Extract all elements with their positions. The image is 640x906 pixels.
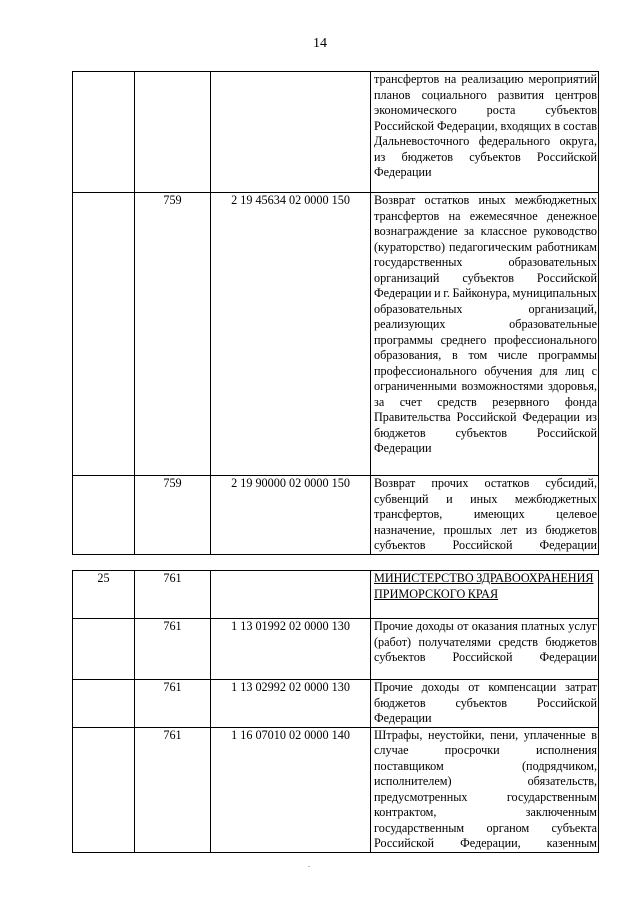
budget-code-cell xyxy=(211,571,371,619)
admin-code-cell: 761 xyxy=(135,619,211,680)
description-cell: Возврат прочих остатков субсидий, субвенций и иных межбюджетных трансфертов, имеющих целевое назначение, прошлых лет из бюджетов субъектов Российской Федерации xyxy=(371,476,599,555)
admin-code-cell: 761 xyxy=(135,571,211,619)
description-cell: Возврат остатков иных межбюджетных трансфертов на ежемесячное денежное вознаграждение за классное руководство (кураторство) педагогическим работникам государственных образовательных организаций субъектов Российской Федерации и г. Байконура, муниципальных образовательных организаций, реализующих образовательные программы среднего профессионального образования, в том числе программы профессионального обучения для лиц с ограниченными возможностями здоровья, за счет средств резервного фонда Правительства Российской Федерации из бюджетов субъектов Российской Федерации xyxy=(371,193,599,476)
scan-dot xyxy=(308,866,310,867)
table-row xyxy=(73,72,599,193)
table-row xyxy=(73,680,599,728)
table-row xyxy=(73,571,599,619)
page-number: 14 xyxy=(313,36,327,51)
admin-code-cell xyxy=(135,72,211,193)
row-number-cell xyxy=(73,727,135,852)
budget-code-cell: 1 16 07010 02 0000 140 xyxy=(211,727,371,852)
table-row xyxy=(73,193,599,476)
row-number-cell xyxy=(73,72,135,193)
ministry-heading-cell: МИНИСТЕРСТВО ЗДРАВООХРАНЕНИЯ ПРИМОРСКОГО КРАЯ xyxy=(371,571,599,619)
description-cell: Прочие доходы от компенсации затрат бюджетов субъектов Российской Федерации xyxy=(371,680,599,728)
row-number-cell xyxy=(73,193,135,476)
budget-code-cell: 2 19 90000 02 0000 150 xyxy=(211,476,371,555)
table-row xyxy=(73,476,599,555)
budget-code-cell: 1 13 01992 02 0000 130 xyxy=(211,619,371,680)
budget-code-cell: 2 19 45634 02 0000 150 xyxy=(211,193,371,476)
table-row xyxy=(73,727,599,852)
admin-code-cell: 759 xyxy=(135,476,211,555)
table-row xyxy=(73,619,599,680)
admin-code-cell: 761 xyxy=(135,680,211,728)
row-number-cell xyxy=(73,680,135,728)
description-cell: Штрафы, неустойки, пени, уплаченные в случае просрочки исполнения поставщиком (подрядчиком, исполнителем) обязательств, предусмотренных государственным контрактом, заключенным государственным органом субъекта Российской Федерации, казенным xyxy=(371,727,599,852)
description-cell: трансфертов на реализацию мероприятий планов социального развития центров экономического роста субъектов Российской Федерации, входящих в состав Дальневосточного федерального округа, из бюджетов субъектов Российской Федерации xyxy=(371,72,599,193)
revenue-table-part-2 xyxy=(72,570,599,853)
description-cell: Прочие доходы от оказания платных услуг (работ) получателями средств бюджетов субъектов Российской Федерации xyxy=(371,619,599,680)
admin-code-cell: 761 xyxy=(135,727,211,852)
row-number-cell xyxy=(73,619,135,680)
row-number-cell xyxy=(73,476,135,555)
row-number-cell: 25 xyxy=(73,571,135,619)
budget-code-cell xyxy=(211,72,371,193)
admin-code-cell: 759 xyxy=(135,193,211,476)
budget-code-cell: 1 13 02992 02 0000 130 xyxy=(211,680,371,728)
revenue-table-part-1 xyxy=(72,71,599,555)
